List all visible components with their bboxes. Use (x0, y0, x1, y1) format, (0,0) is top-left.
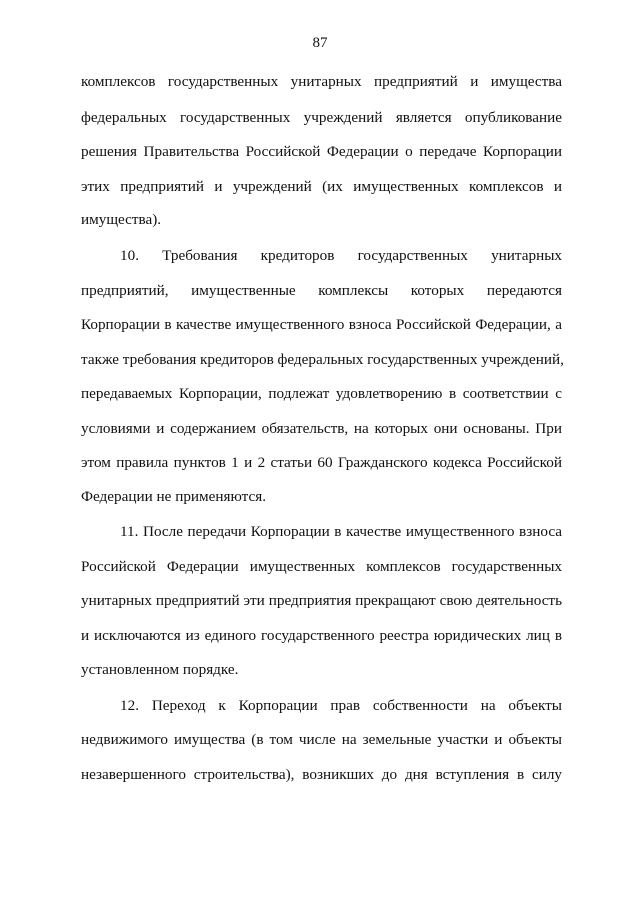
text-line: имущества). (81, 211, 162, 228)
text-line: 10. Требования кредиторов государственных унитарных (120, 247, 562, 264)
text-line: недвижимого имущества (в том числе на земельные участки и объекты (81, 731, 562, 748)
text-line: этих предприятий и учреждений (их имущественных комплексов и (81, 178, 562, 195)
text-line: федеральных государственных учреждений является опубликование (81, 109, 562, 126)
text-line: решения Правительства Российской Федерации о передаче Корпорации (81, 143, 562, 160)
text-line: Федерации не применяются. (81, 488, 266, 505)
text-line: также требования кредиторов федеральных государственных учреждений, (81, 351, 564, 368)
text-line: Корпорации в качестве имущественного взноса Российской Федерации, а (81, 316, 562, 333)
text-line: передаваемых Корпорации, подлежат удовлетворению в соответствии с (81, 385, 562, 402)
text-line: и исключаются из единого государственного реестра юридических лиц в (81, 627, 562, 644)
text-line: предприятий, имущественные комплексы которых передаются (81, 282, 562, 299)
page-number: 87 (312, 35, 328, 51)
text-line: 12. Переход к Корпорации прав собственности на объекты (120, 697, 562, 714)
text-line: 11. После передачи Корпорации в качестве имущественного взноса (120, 523, 562, 540)
text-line: унитарных предприятий эти предприятия прекращают свою деятельность (81, 592, 562, 609)
text-line: комплексов государственных унитарных предприятий и имущества (81, 73, 562, 90)
text-line: установленном порядке. (81, 661, 239, 678)
text-line: условиями и содержанием обязательств, на которых они основаны. При (81, 420, 562, 437)
text-line: Российской Федерации имущественных комплексов государственных (81, 558, 562, 575)
text-line: этом правила пунктов 1 и 2 статьи 60 Гражданского кодекса Российской (81, 454, 562, 471)
text-line: незавершенного строительства), возникших до дня вступления в силу (81, 766, 562, 783)
